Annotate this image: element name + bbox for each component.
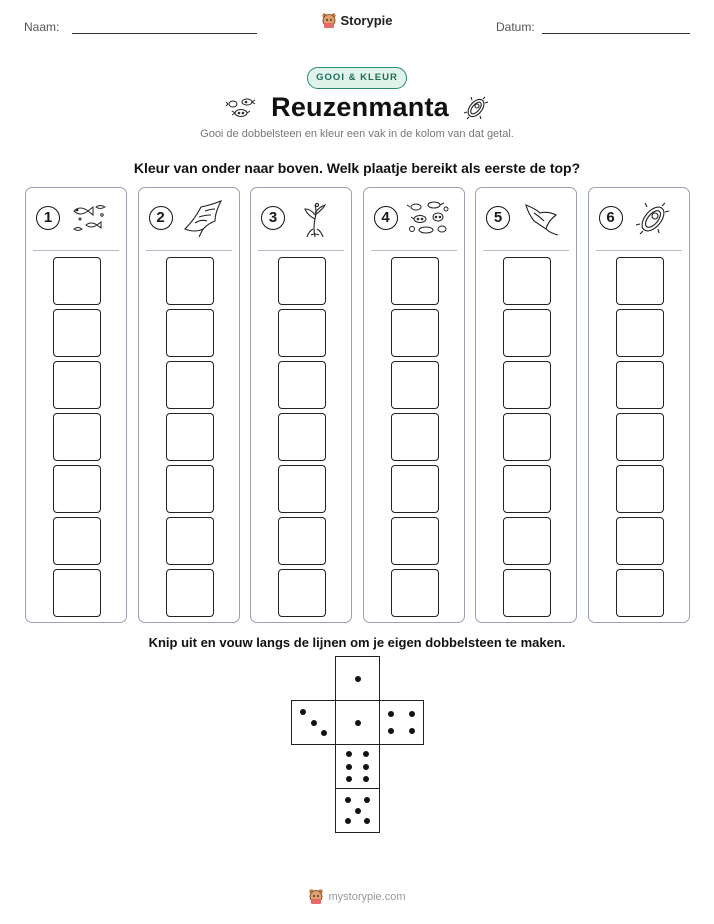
color-cell[interactable] <box>616 465 664 513</box>
dice-column-4 <box>363 187 465 623</box>
die-pip <box>388 711 394 717</box>
color-cell[interactable] <box>391 257 439 305</box>
brand-logo <box>0 12 714 34</box>
die-pip <box>409 728 415 734</box>
color-cell[interactable] <box>503 309 551 357</box>
column-divider <box>258 250 344 251</box>
die-face-4 <box>379 700 424 745</box>
column-number: 4 <box>374 206 398 230</box>
die-pip <box>345 797 351 803</box>
die-pip <box>363 751 369 757</box>
column-number: 3 <box>261 206 285 230</box>
column-header <box>364 188 464 250</box>
color-cell[interactable] <box>616 413 664 461</box>
color-cell[interactable] <box>616 517 664 565</box>
die-pip <box>311 720 317 726</box>
color-cell[interactable] <box>503 569 551 617</box>
color-cell[interactable] <box>391 465 439 513</box>
column-number: 1 <box>36 206 60 230</box>
color-cell[interactable] <box>53 517 101 565</box>
color-cell[interactable] <box>166 361 214 409</box>
page-title: Reuzenmanta <box>271 92 449 122</box>
color-cell[interactable] <box>391 361 439 409</box>
color-cell[interactable] <box>278 309 326 357</box>
column-divider <box>371 250 457 251</box>
amoeba-icon <box>631 199 675 239</box>
die-pip <box>388 728 394 734</box>
die-pip <box>346 751 352 757</box>
color-cell[interactable] <box>391 413 439 461</box>
color-cell[interactable] <box>503 517 551 565</box>
die-pip <box>321 730 327 736</box>
die-face-5 <box>335 788 380 833</box>
column-divider <box>596 250 682 251</box>
column-number: 6 <box>599 206 623 230</box>
date-label: Datum: <box>496 20 535 34</box>
footer-url: mystorypie.com <box>328 890 406 903</box>
column-divider <box>483 250 569 251</box>
color-cell[interactable] <box>391 309 439 357</box>
activity-badge: GOOI & KLEUR <box>307 67 407 89</box>
instruction: Kleur van onder naar boven. Welk plaatje bereikt als eerste de top? <box>133 160 581 176</box>
seaweed-icon <box>293 199 337 239</box>
color-cell[interactable] <box>616 257 664 305</box>
color-cell[interactable] <box>278 569 326 617</box>
die-pip <box>346 764 352 770</box>
plankton-icon <box>406 199 450 239</box>
column-header <box>139 188 239 250</box>
color-cell[interactable] <box>53 257 101 305</box>
die-face-1 <box>335 656 380 701</box>
column-number: 5 <box>486 206 510 230</box>
color-cell[interactable] <box>503 257 551 305</box>
subtitle: Gooi de dobbelsteen en kleur een vak in de kolom van dat getal. <box>200 128 514 140</box>
fish-icon <box>68 199 112 239</box>
die-pip <box>409 711 415 717</box>
brand-name: Storypie <box>340 13 393 28</box>
column-number: 2 <box>149 206 173 230</box>
color-cell[interactable] <box>166 569 214 617</box>
cut-instruction: Knip uit en vouw langs de lijnen om je eigen dobbelsteen te maken. <box>148 635 566 650</box>
column-divider <box>146 250 232 251</box>
color-cell[interactable] <box>616 361 664 409</box>
die-pip <box>364 797 370 803</box>
plankton-icon <box>225 96 257 120</box>
column-divider <box>33 250 119 251</box>
color-cell[interactable] <box>503 413 551 461</box>
color-cell[interactable] <box>53 465 101 513</box>
title-row <box>0 92 714 125</box>
die-pip <box>355 676 361 682</box>
die-pip <box>355 808 361 814</box>
color-cell[interactable] <box>503 361 551 409</box>
amoeba-icon <box>463 95 489 121</box>
color-cell[interactable] <box>166 257 214 305</box>
column-header <box>251 188 351 250</box>
die-pip <box>364 818 370 824</box>
storypie-mascot-icon <box>321 12 337 29</box>
die-pip <box>345 818 351 824</box>
die-pip <box>346 776 352 782</box>
color-cell[interactable] <box>53 361 101 409</box>
dice-column-5 <box>475 187 577 623</box>
die-pip <box>300 709 306 715</box>
date-line[interactable] <box>542 33 690 34</box>
color-cell[interactable] <box>278 517 326 565</box>
color-cell[interactable] <box>166 465 214 513</box>
color-cell[interactable] <box>278 361 326 409</box>
stingray-icon <box>518 199 562 239</box>
dice-column-3 <box>250 187 352 623</box>
color-cell[interactable] <box>616 309 664 357</box>
dice-column-2 <box>138 187 240 623</box>
column-header <box>589 188 689 250</box>
dice-column-6 <box>588 187 690 623</box>
color-cell[interactable] <box>278 257 326 305</box>
color-cell[interactable] <box>391 517 439 565</box>
die-pip <box>363 776 369 782</box>
color-cell[interactable] <box>166 517 214 565</box>
color-cell[interactable] <box>53 569 101 617</box>
color-cell[interactable] <box>278 413 326 461</box>
die-face-1 <box>335 700 380 745</box>
name-label: Naam: <box>24 20 60 34</box>
column-header <box>26 188 126 250</box>
color-cell[interactable] <box>278 465 326 513</box>
color-cell[interactable] <box>53 413 101 461</box>
die-face-3 <box>291 700 336 745</box>
column-header <box>476 188 576 250</box>
color-cell[interactable] <box>166 413 214 461</box>
color-cell[interactable] <box>166 309 214 357</box>
die-pip <box>363 764 369 770</box>
footer <box>0 888 714 910</box>
color-cell[interactable] <box>391 569 439 617</box>
color-cell[interactable] <box>53 309 101 357</box>
color-cell[interactable] <box>616 569 664 617</box>
die-face-6 <box>335 744 380 789</box>
color-cell[interactable] <box>503 465 551 513</box>
die-pip <box>355 720 361 726</box>
storypie-mascot-icon <box>308 888 324 905</box>
manta-ray-icon <box>181 199 225 239</box>
dice-column-1 <box>25 187 127 623</box>
